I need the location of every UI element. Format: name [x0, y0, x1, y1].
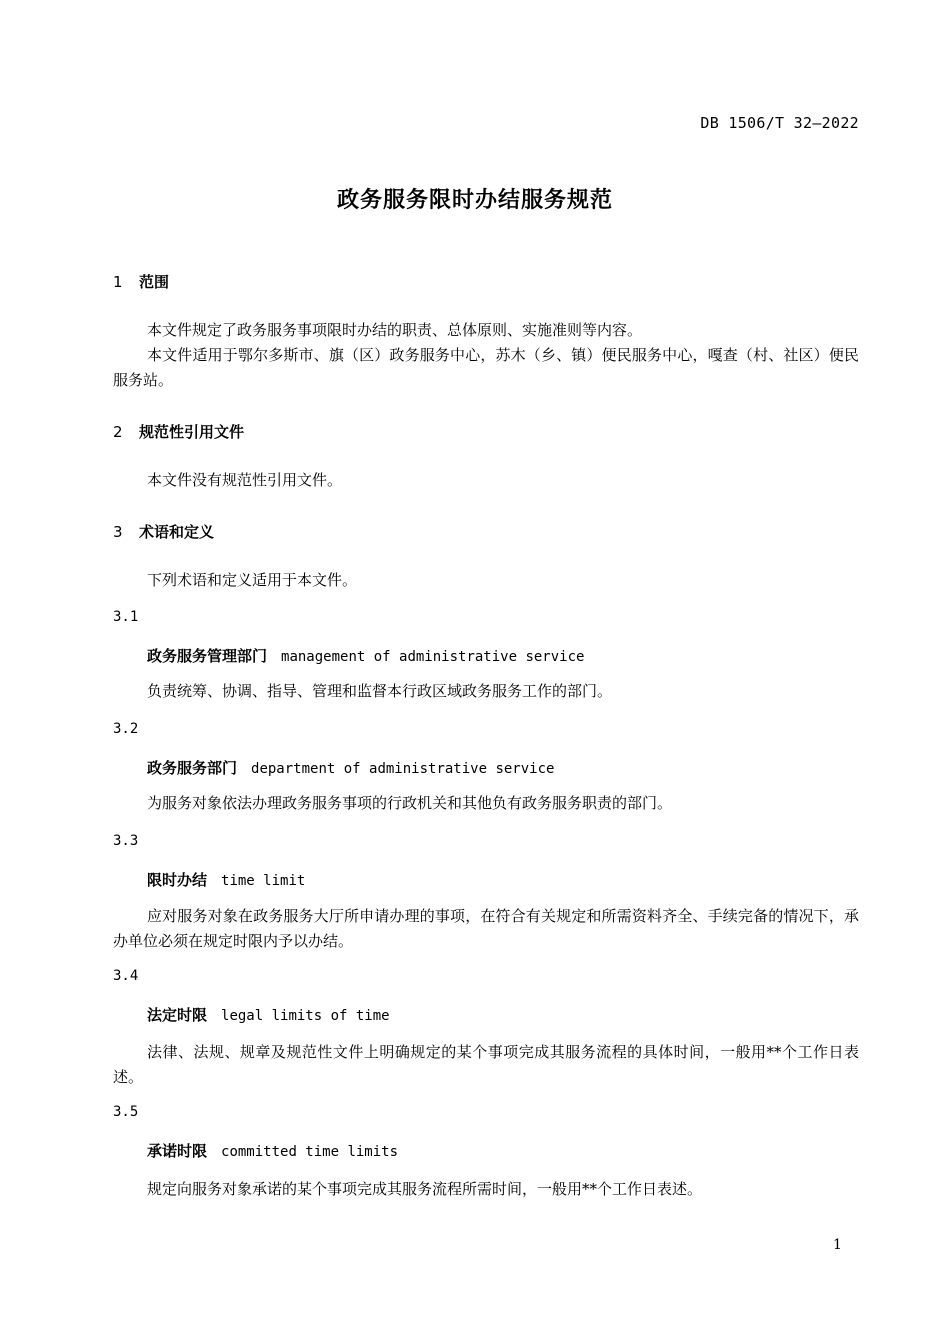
section-heading-normative-references: [113, 421, 244, 442]
section-number: 1: [113, 273, 123, 291]
term-number: 3.4: [113, 968, 139, 984]
term-definition: 负责统筹、协调、指导、管理和监督本行政区域政务服务工作的部门。: [147, 682, 613, 700]
paragraph: 下列术语和定义适用于本文件。: [147, 571, 358, 589]
term-definition: 规定向服务对象承诺的某个事项完成其服务流程所需时间，一般用**个工作日表述。: [147, 1180, 703, 1198]
section-title: 规范性引用文件: [139, 423, 245, 441]
term-zh: 政务服务管理部门: [147, 647, 268, 665]
page-number: 1: [833, 1237, 842, 1253]
document-code: DB 1506/T 32—2022: [700, 114, 859, 132]
term-en: committed time limits: [221, 1144, 399, 1160]
paragraph: 本文件没有规范性引用文件。: [147, 471, 343, 489]
section-title: 术语和定义: [139, 523, 215, 541]
section-title: 范围: [139, 273, 170, 291]
term-number: 3.3: [113, 833, 139, 849]
term-en: time limit: [221, 873, 306, 889]
term-entry: [147, 645, 584, 666]
term-number: 3.1: [113, 609, 139, 625]
term-zh: 政务服务部门: [147, 759, 238, 777]
term-entry: [147, 1004, 390, 1025]
term-en: legal limits of time: [221, 1008, 390, 1024]
term-zh: 限时办结: [147, 871, 208, 889]
term-number: 3.5: [113, 1104, 139, 1120]
term-entry: [147, 869, 305, 890]
term-definition: 法律、法规、规章及规范性文件上明确规定的某个事项完成其服务流程的具体时间，一般用**个工作日表述。: [113, 1043, 859, 1086]
term-entry: [147, 1140, 398, 1161]
term-definition: 为服务对象依法办理政务服务事项的行政机关和其他负有政务服务职责的部门。: [147, 794, 673, 812]
document-title: 政务服务限时办结服务规范: [336, 188, 613, 213]
term-number: 3.2: [113, 721, 139, 737]
term-zh: 承诺时限: [147, 1142, 208, 1160]
term-zh: 法定时限: [147, 1006, 208, 1024]
section-heading-terms: [113, 521, 214, 542]
section-heading-scope: [113, 271, 169, 292]
paragraph: 本文件适用于鄂尔多斯市、旗（区）政务服务中心，苏木（乡、镇）便民服务中心，嘎查（村、社区）便民服务站。: [113, 346, 859, 389]
term-en: department of administrative service: [251, 761, 555, 777]
term-definition: 应对服务对象在政务服务大厅所申请办理的事项，在符合有关规定和所需资料齐全、手续完备的情况下，承办单位必须在规定时限内予以办结。: [113, 907, 859, 950]
section-number: 3: [113, 523, 123, 541]
term-en: management of administrative service: [281, 649, 585, 665]
section-number: 2: [113, 423, 123, 441]
paragraph: 本文件规定了政务服务事项限时办结的职责、总体原则、实施准则等内容。: [147, 321, 643, 339]
term-entry: [147, 757, 554, 778]
